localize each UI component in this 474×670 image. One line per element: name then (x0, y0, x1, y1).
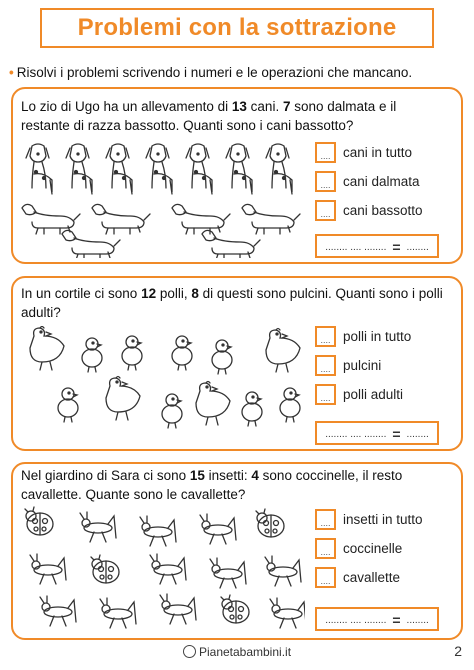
answer-box[interactable]: .... (315, 200, 336, 221)
chickens-illustration (20, 326, 305, 444)
grasshopper-icon (265, 556, 301, 586)
grasshopper-icon (80, 512, 116, 542)
ladybug-icon (91, 555, 119, 583)
dachshund-dog-icon (242, 204, 300, 234)
dalmatian-dog-icon (186, 144, 212, 194)
dalmatian-dog-icon (66, 144, 92, 194)
answer-box[interactable]: .... (315, 538, 336, 559)
instruction (9, 65, 412, 80)
answer-row-3-1: .... insetti in tutto (315, 509, 423, 530)
answer-row-1-2: .... cani dalmata (315, 171, 420, 192)
bullet-icon: • (9, 65, 14, 80)
page-title: Problemi con la sottrazione (77, 14, 397, 41)
dalmatian-dog-icon (106, 144, 132, 194)
grasshopper-icon (100, 598, 136, 628)
grasshopper-icon (160, 594, 196, 624)
ladybug-icon (25, 507, 53, 535)
chick-icon (122, 336, 142, 370)
footer-site[interactable]: Pianetabambini.it (198, 645, 292, 659)
answer-row-3-2: .... coccinelle (315, 538, 402, 559)
chick-icon (58, 388, 78, 422)
answer-row-2-2: .... pulcini (315, 355, 381, 376)
dachshund-dog-icon (202, 230, 260, 258)
operation-box-2[interactable]: ........ .... ........ = ........ (315, 421, 439, 445)
problem-3-text: Nel giardino di Sara ci sono 15 insetti: 4 sono coccinelle, il resto cavallette. Quante sono le cavallette? (21, 468, 403, 502)
site-logo-icon (183, 645, 196, 658)
answer-box[interactable]: .... (315, 567, 336, 588)
instruction-text: Risolvi i problemi scrivendo i numeri e le operazioni che mancano. (16, 65, 413, 80)
hen-icon (266, 329, 300, 373)
ladybug-icon (256, 509, 284, 537)
answer-box[interactable]: .... (315, 384, 336, 405)
footer (0, 645, 474, 659)
dachshund-dog-icon (172, 204, 230, 234)
operation-box-1[interactable]: ........ .... ........ = ........ (315, 234, 439, 258)
problem-2-text: In un cortile ci sono 12 polli, 8 di questi sono pulcini. Quanti sono i polli adulti? (21, 286, 443, 320)
hen-icon (106, 377, 140, 421)
grasshopper-icon (210, 558, 246, 588)
dachshund-dog-icon (62, 230, 120, 258)
answer-box[interactable]: .... (315, 509, 336, 530)
chick-icon (82, 338, 102, 372)
grasshopper-icon (140, 516, 176, 546)
operation-box-3[interactable]: ........ .... ........ = ........ (315, 607, 439, 631)
chick-icon (280, 388, 300, 422)
dachshund-dog-icon (92, 204, 150, 234)
chick-icon (212, 340, 232, 374)
dalmatian-dog-icon (26, 144, 52, 194)
dalmatian-dog-icon (146, 144, 172, 194)
answer-row-2-1: .... polli in tutto (315, 326, 411, 347)
answer-box[interactable]: .... (315, 355, 336, 376)
hen-icon (196, 382, 230, 426)
answer-row-2-3: .... polli adulti (315, 384, 403, 405)
dalmatian-dog-icon (226, 144, 252, 194)
hen-icon (30, 327, 64, 371)
answer-box[interactable]: .... (315, 326, 336, 347)
answer-box[interactable]: .... (315, 171, 336, 192)
dachshund-dog-icon (22, 204, 80, 234)
answer-row-1-3: .... cani bassotto (315, 200, 423, 221)
grasshopper-icon (200, 514, 236, 544)
page-number: 2 (454, 643, 462, 659)
grasshopper-icon (40, 596, 76, 626)
grasshopper-icon (150, 554, 186, 584)
insects-illustration (20, 506, 305, 631)
chick-icon (242, 392, 262, 426)
answer-box[interactable]: .... (315, 142, 336, 163)
dalmatian-dog-icon (266, 144, 292, 194)
dogs-illustration (20, 140, 305, 258)
ladybug-icon (221, 595, 249, 623)
problem-1-text: Lo zio di Ugo ha un allevamento di 13 cani. 7 sono dalmata e il restante di razza bassotto. Quanti sono i cani bassotto? (21, 99, 397, 133)
grasshopper-icon (30, 554, 66, 584)
answer-row-3-3: .... cavallette (315, 567, 400, 588)
chick-icon (162, 394, 182, 428)
grasshopper-icon (270, 598, 305, 628)
chick-icon (172, 336, 192, 370)
page-title-box (40, 8, 434, 48)
answer-row-1-1: .... cani in tutto (315, 142, 412, 163)
